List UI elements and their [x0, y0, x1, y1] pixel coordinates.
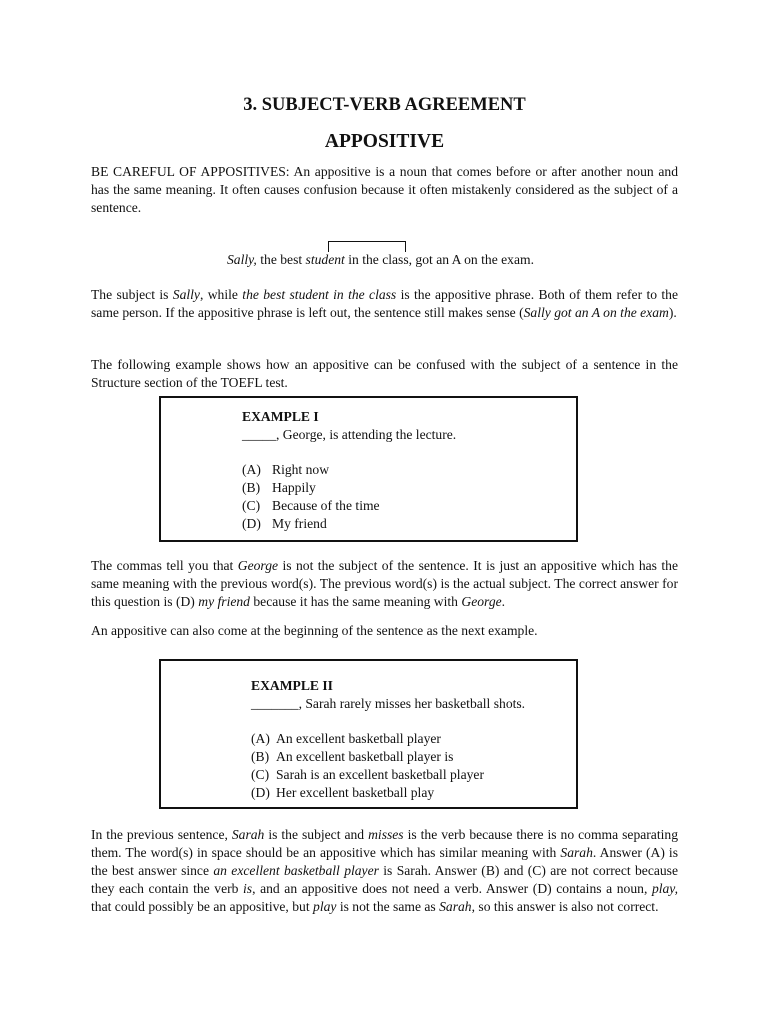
option-text: Happily	[272, 480, 316, 495]
analysis-italic: Sarah	[560, 845, 593, 860]
option-d	[251, 784, 525, 802]
example-content-2	[251, 677, 525, 802]
option-letter: (C)	[251, 767, 270, 782]
example-box-2	[159, 659, 578, 809]
option-letter: (B)	[251, 749, 270, 764]
option-text: Sarah is an excellent basketball player	[276, 767, 484, 782]
transition-paragraph: An appositive can also come at the beginning of the sentence as the next example.	[91, 623, 538, 638]
analysis-italic: play,	[651, 881, 678, 896]
option-text: An excellent basketball player is	[276, 749, 454, 764]
analysis-italic: is	[243, 881, 253, 896]
intro-paragraph: BE CAREFUL OF APPOSITIVES: An appositive is a noun that comes before or after another noun and has the same meaning. It often causes confusion because it often mistakenly considered as the subject of a sentence.	[91, 164, 678, 215]
analysis-text: , so this answer is also not correct.	[471, 899, 659, 914]
explanation-text: ).	[668, 305, 677, 320]
section-title: APPOSITIVE	[324, 131, 445, 152]
example-question-2: _______, Sarah rarely misses her basketball shots.	[251, 696, 526, 711]
option-c	[242, 497, 456, 515]
option-letter: (C)	[242, 498, 261, 513]
example-box-1	[159, 396, 578, 542]
option-b	[251, 748, 525, 766]
example-title-2: EXAMPLE II	[251, 678, 333, 693]
analysis-italic: play	[313, 899, 337, 914]
analysis-paragraph-2	[91, 826, 678, 916]
options-list-1	[242, 461, 456, 533]
analysis-text: , and an appositive does not need a verb. Answer (D) contains a noun,	[252, 881, 652, 896]
analysis-text: In the previous sentence,	[91, 827, 232, 842]
analysis-italic: my friend	[198, 594, 250, 609]
option-letter: (A)	[251, 731, 270, 746]
explanation-text: The subject is	[91, 287, 173, 302]
option-a	[251, 730, 525, 748]
explanation-italic: the best student in the class	[242, 287, 397, 302]
explanation-text: is the appositive phrase. Both of them refer to the same person. If the appositive phrase is left out, the sentence still makes sense (	[91, 287, 679, 320]
sample-italic: student	[305, 252, 345, 267]
example-question-1: _____, George, is attending the lecture.	[242, 427, 457, 442]
analysis-paragraph-1	[91, 557, 678, 611]
sample-subject: Sally,	[227, 252, 257, 267]
analysis-text: .	[501, 594, 506, 609]
page-title: 3. SUBJECT-VERB AGREEMENT	[243, 95, 526, 115]
analysis-text: that could possibly be an appositive, but	[91, 899, 314, 914]
sample-text-2: in the class, got an A on the exam.	[344, 252, 534, 267]
analysis-text: is not the same as	[336, 899, 440, 914]
option-text: My friend	[272, 516, 327, 531]
explanation-italic: Sally	[172, 287, 200, 302]
analysis-text: is not the subject of the sentence. It is just an appositive which has the same meaning with the previous word(s). The previous word(s) is the actual subject. The correct answer for this question is (D)	[91, 558, 678, 609]
analysis-italic: Sarah	[439, 899, 472, 914]
explanation-text: , while	[199, 287, 243, 302]
option-letter: (D)	[251, 785, 270, 800]
sample-text-1: the best	[256, 252, 306, 267]
option-text: Right now	[272, 462, 330, 477]
analysis-italic: an excellent basketball player	[213, 863, 379, 878]
option-b	[242, 479, 456, 497]
option-text: Her excellent basketball play	[276, 785, 435, 800]
option-letter: (D)	[242, 516, 261, 531]
option-text: Because of the time	[272, 498, 380, 513]
example-content-1	[242, 408, 456, 533]
analysis-text: The commas tell you that	[91, 558, 238, 573]
option-d	[242, 515, 456, 533]
analysis-text: . Answer (A) is the best answer since	[91, 845, 678, 878]
option-text: An excellent basketball player	[276, 731, 441, 746]
option-c	[251, 766, 525, 784]
analysis-text: is the verb because there is no comma separating them. The word(s) in space should be an appositive which has similar meaning with	[91, 827, 678, 860]
analysis-text: is the subject and	[264, 827, 369, 842]
options-list-2	[251, 730, 525, 802]
analysis-italic: Sarah	[231, 827, 265, 842]
analysis-text: because it has the same meaning with	[249, 594, 462, 609]
analysis-text: is Sarah. Answer (B) and (C) are not correct because they each contain the verb	[91, 863, 679, 896]
explanation-italic: Sally got an A on the exam	[523, 305, 669, 320]
sample-sentence	[227, 251, 534, 269]
option-a	[242, 461, 456, 479]
analysis-italic: George	[237, 558, 279, 573]
option-letter: (A)	[242, 462, 261, 477]
lead-in-paragraph: The following example shows how an appositive can be confused with the subject of a sentence in the Structure section of the TOEFL test.	[91, 357, 678, 390]
option-letter: (B)	[242, 480, 261, 495]
analysis-italic: George	[461, 594, 502, 609]
example-title-1: EXAMPLE I	[242, 409, 319, 424]
explanation-paragraph	[91, 286, 678, 322]
analysis-italic: misses	[368, 827, 404, 842]
